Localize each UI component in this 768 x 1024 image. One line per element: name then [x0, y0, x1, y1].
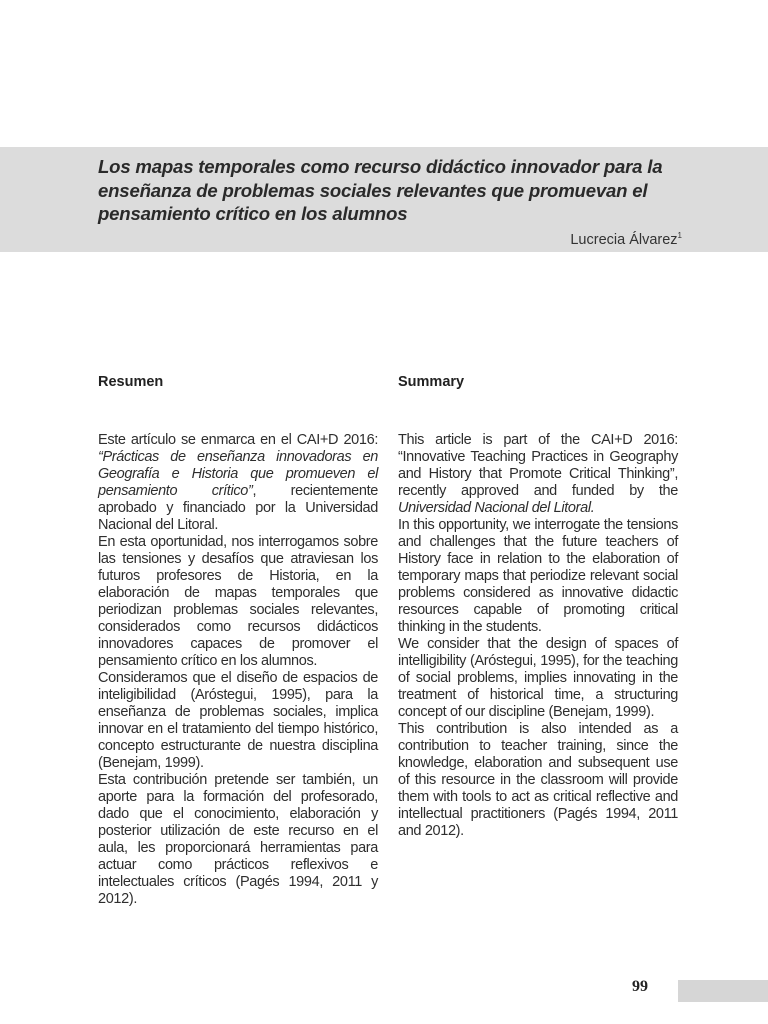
- author-footnote-marker: 1: [677, 231, 682, 240]
- resumen-paragraph: [98, 432, 378, 534]
- summary-heading: Summary: [398, 374, 465, 390]
- summary-body: [398, 432, 678, 840]
- summary-paragraph: In this opportunity, we interrogate the tensions and challenges that the future teachers of History face in relation to the elaboration of temporary maps that periodize relevant social problems considered as innovative didactic resources capable of promoting critical thinking in the students.: [398, 517, 678, 635]
- summary-paragraph: This contribution is also intended as a contribution to teacher training, since the knowledge, elaboration and subsequent use of this resource in the classroom will provide them with tools to act as critical reflective and intellectual practitioners (Pagés 1994, 2011 and 2012).: [398, 721, 678, 839]
- summary-paragraph: [398, 432, 678, 517]
- author-name: Lucrecia Álvarez: [570, 231, 678, 248]
- summary-p1-text: This article is part of the CAI+D 2016: “Innovative Teaching Practices in Geography and History that Promote Critical Thinking”, recently approved and funded by the: [398, 432, 678, 499]
- resumen-paragraph: Consideramos que el diseño de espacios de inteligibilidad (Aróstegui, 1995), para la enseñanza de problemas sociales, implica innovar en el tratamiento del tiempo histórico, concepto estructurante de nuestra disciplina (Benejam, 1999).: [98, 670, 378, 771]
- page-number-tab: [678, 980, 768, 1002]
- resumen-p1-text-end: , recientemente aprobado y financiado por la Universidad Nacional del Litoral.: [98, 483, 378, 533]
- summary-column: [398, 372, 678, 840]
- resumen-paragraph: Esta contribución pretende ser también, un aporte para la formación del profesorado, dado que el conocimiento, elaboración y posterior utilización de este recurso en el aula, les proporcionará herramientas para actuar como prácticos reflexivos e intelectuales críticos (Pagés 1994, 2011 y 2012).: [98, 772, 378, 907]
- article-title: Los mapas temporales como recurso didáctico innovador para la enseñanza de problemas sociales relevantes que promuevan el pensamiento crítico en los alumnos: [98, 156, 663, 224]
- page-number: 99: [632, 978, 648, 995]
- summary-paragraph: We consider that the design of spaces of intelligibility (Aróstegui, 1995), for the teaching of social problems, implies innovating in the treatment of historical time, a structuring concept of our discipline (Benejam, 1999).: [398, 636, 678, 720]
- resumen-body: [98, 432, 378, 908]
- resumen-p1-project-title: “Prácticas de enseñanza innovadoras en Geografía e Historia que promueven el pensamiento crítico”: [98, 449, 378, 499]
- author-line: [570, 231, 682, 248]
- resumen-heading: Resumen: [98, 374, 164, 390]
- resumen-p1-text: Este artículo se enmarca en el CAI+D 2016:: [98, 432, 378, 448]
- summary-p1-university: Universidad Nacional del Litoral.: [398, 500, 595, 516]
- resumen-column: [98, 372, 378, 908]
- resumen-paragraph: En esta oportunidad, nos interrogamos sobre las tensiones y desafíos que atraviesan los futuros profesores de Historia, en la elaboración de mapas temporales que periodizan problemas sociales relevantes, considerados como recursos didácticos innovadores capaces de promover el pensamiento crítico en los alumnos.: [98, 534, 378, 669]
